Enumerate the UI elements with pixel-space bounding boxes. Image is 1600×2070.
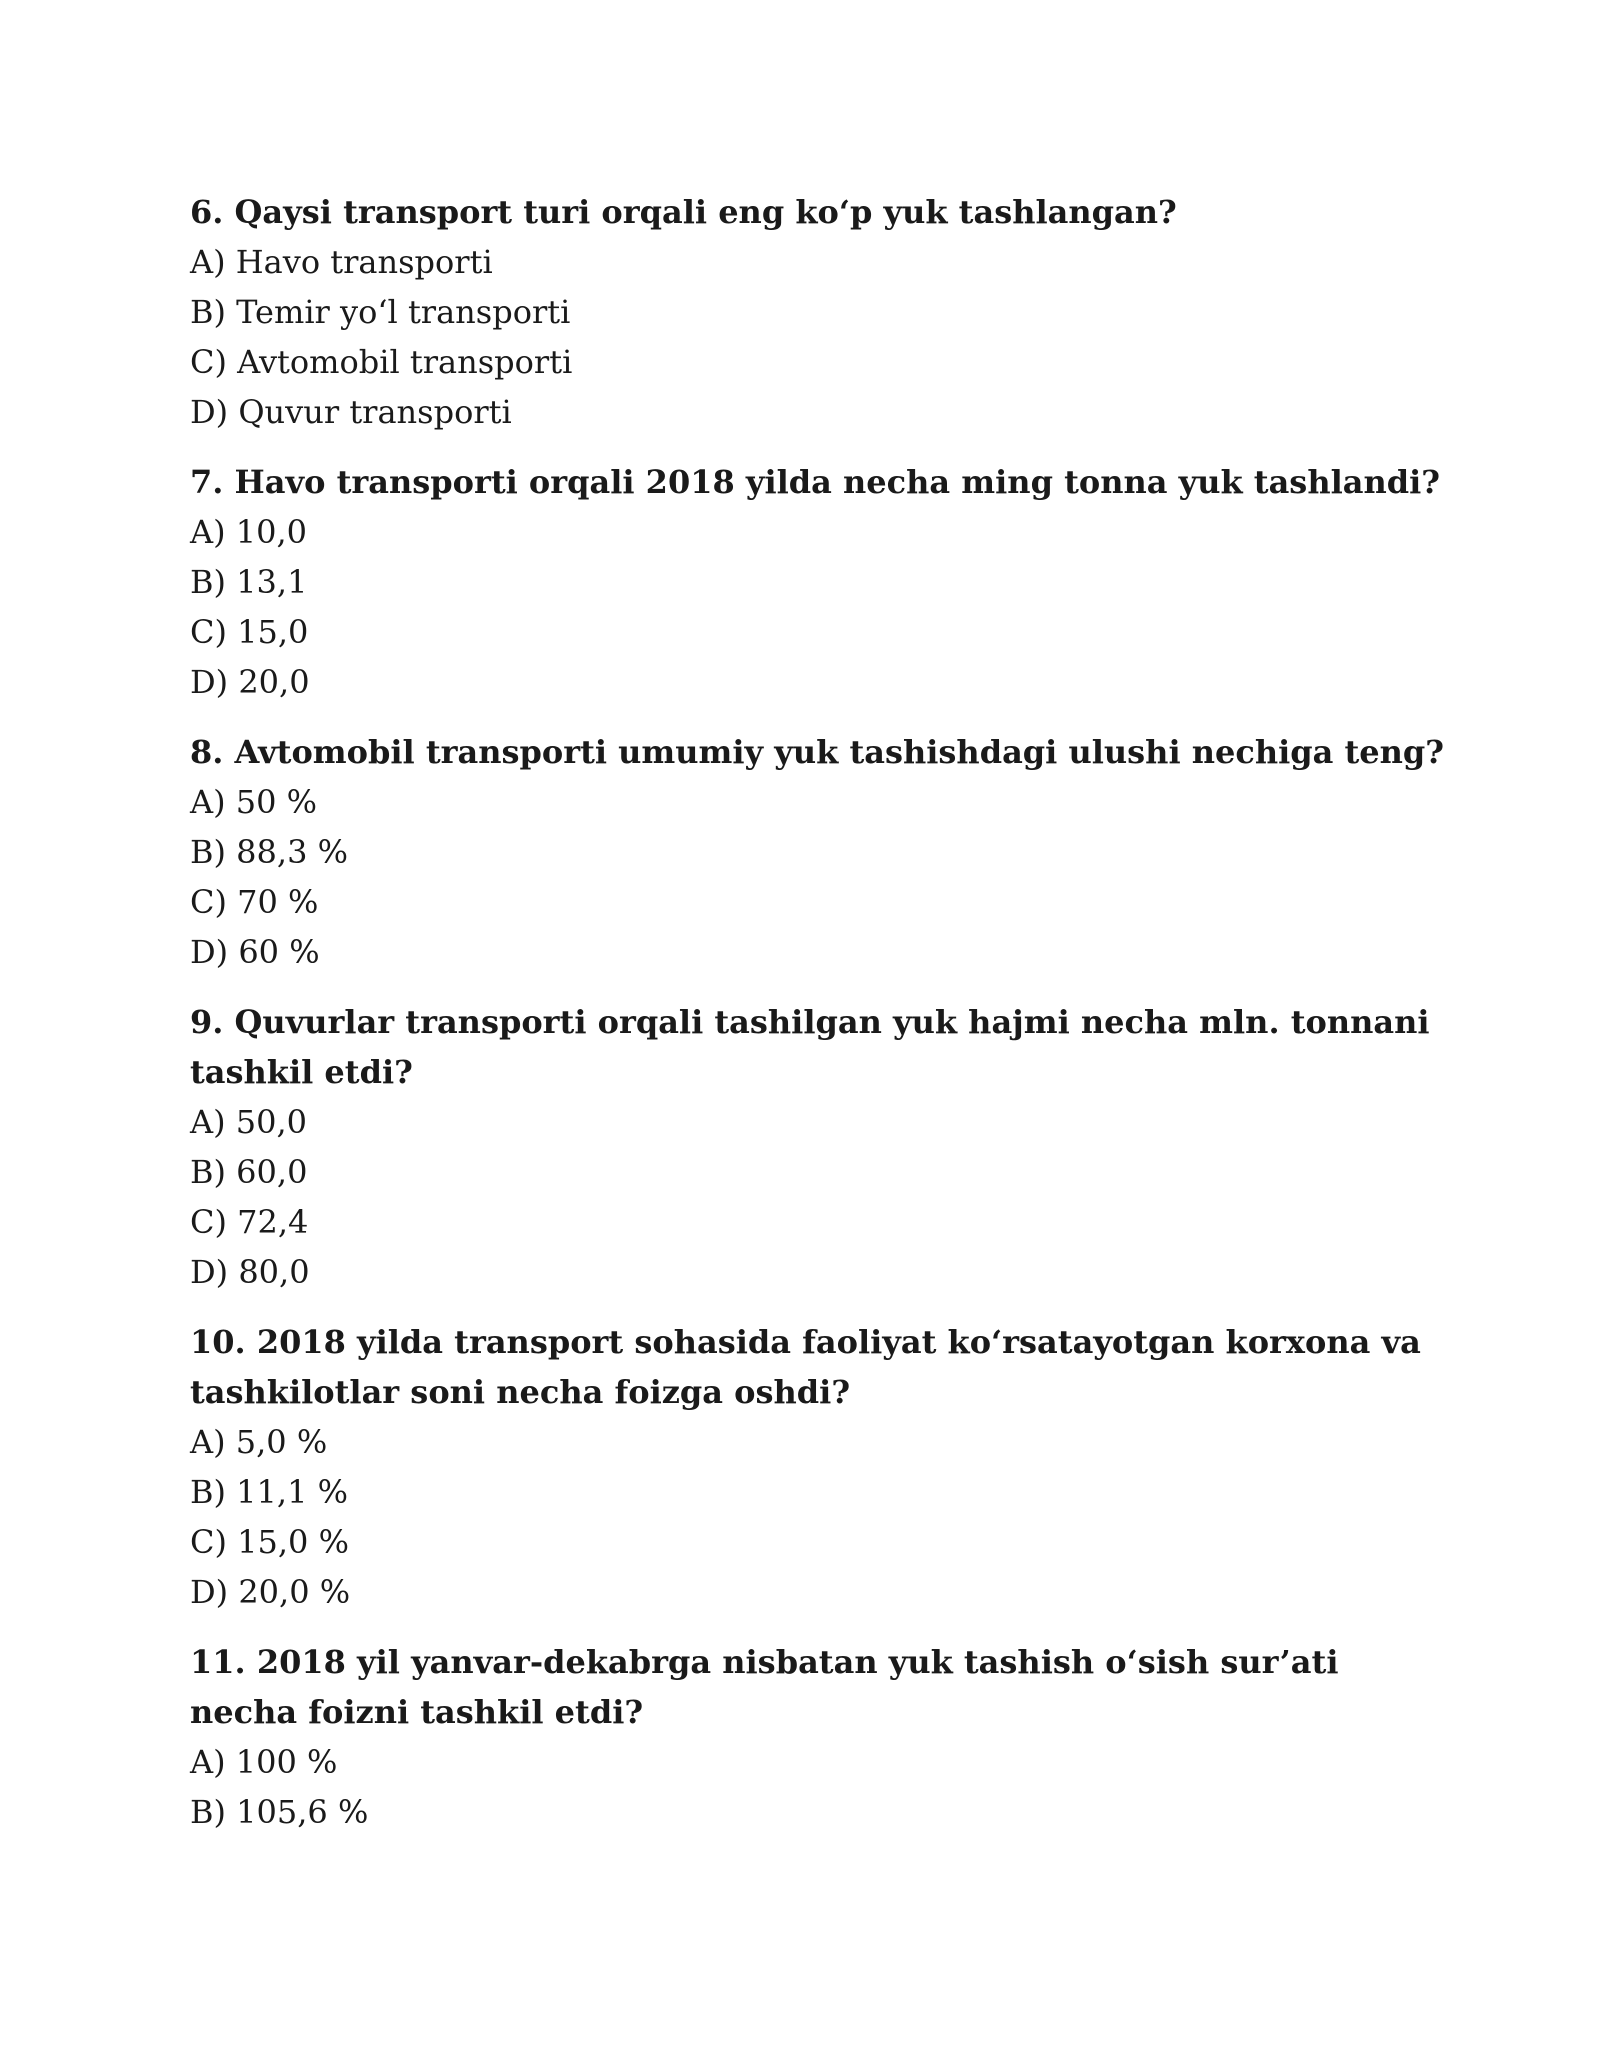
question-10 [190, 1317, 1450, 1617]
question-8 [190, 727, 1450, 977]
answer-option: A) 5,0 % [190, 1423, 328, 1461]
answer-option: A) Havo transporti [190, 243, 493, 281]
answer-options [190, 237, 1450, 437]
answer-option: C) 70 % [190, 883, 319, 921]
answer-options [190, 507, 1450, 707]
answer-options [190, 1417, 1450, 1617]
answer-option: A) 10,0 [190, 513, 308, 551]
answer-option: D) Quvur transporti [190, 393, 512, 431]
question-7 [190, 457, 1450, 707]
question-title: 9. Quvurlar transporti orqali tashilgan yuk hajmi necha mln. tonnani tashkil etdi? [190, 1003, 1430, 1091]
answer-option: A) 50,0 [190, 1103, 308, 1141]
answer-options [190, 777, 1450, 977]
question-title: 11. 2018 yil yanvar-dekabrga nisbatan yuk tashish o‘sish sur’ati necha foizni tashkil etdi? [190, 1643, 1339, 1731]
answer-option: C) 15,0 [190, 613, 309, 651]
answer-option: A) 50 % [190, 783, 318, 821]
question-6 [190, 187, 1450, 437]
answer-options [190, 1097, 1450, 1297]
answer-option: D) 80,0 [190, 1253, 310, 1291]
question-title: 10. 2018 yilda transport sohasida faoliyat ko‘rsatayotgan korxona va tashkilotlar soni necha foizga oshdi? [190, 1323, 1421, 1411]
question-title: 6. Qaysi transport turi orqali eng ko‘p yuk tashlangan? [190, 193, 1177, 231]
answer-option: D) 60 % [190, 933, 320, 971]
answer-option: C) 15,0 % [190, 1523, 349, 1561]
answer-option: B) 88,3 % [190, 833, 348, 871]
answer-options [190, 1737, 1450, 1837]
answer-option: B) 11,1 % [190, 1473, 348, 1511]
document-page [190, 187, 1450, 1857]
answer-option: D) 20,0 [190, 663, 310, 701]
question-11 [190, 1637, 1450, 1837]
question-title: 8. Avtomobil transporti umumiy yuk tashishdagi ulushi nechiga teng? [190, 733, 1445, 771]
answer-option: C) Avtomobil transporti [190, 343, 573, 381]
answer-option: A) 100 % [190, 1743, 338, 1781]
question-9 [190, 997, 1450, 1297]
answer-option: C) 72,4 [190, 1203, 309, 1241]
answer-option: B) 105,6 % [190, 1793, 369, 1831]
answer-option: B) 13,1 [190, 563, 308, 601]
question-title: 7. Havo transporti orqali 2018 yilda necha ming tonna yuk tashlandi? [190, 463, 1441, 501]
answer-option: B) 60,0 [190, 1153, 308, 1191]
answer-option: D) 20,0 % [190, 1573, 351, 1611]
answer-option: B) Temir yo‘l transporti [190, 293, 571, 331]
